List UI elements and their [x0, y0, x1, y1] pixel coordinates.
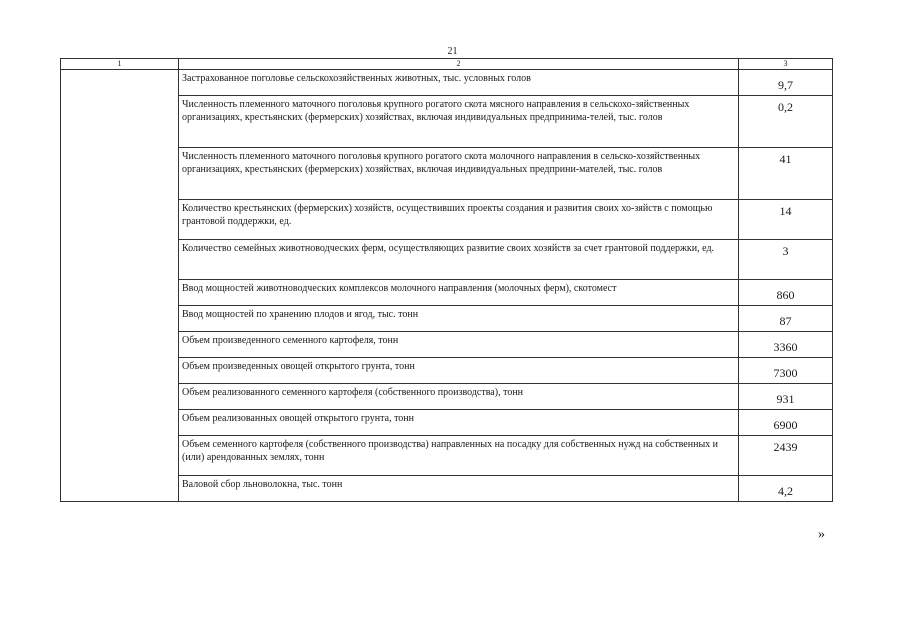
indicator-value: 7300 — [739, 358, 833, 384]
indicator-value: 0,2 — [739, 96, 833, 148]
indicator-value: 87 — [739, 306, 833, 332]
header-col-1: 1 — [61, 59, 179, 70]
indicator-description: Численность племенного маточного поголовья крупного рогатого скота молочного направления в сельско-хозяйственных организациях, крестьянских (фермерских) хозяйствах, включая индивидуальных предприни-мателей, тыс. голов — [179, 148, 739, 200]
table-row — [61, 70, 833, 96]
indicator-value: 14 — [739, 200, 833, 240]
indicator-value: 4,2 — [739, 476, 833, 502]
indicator-description: Объем произведенных овощей открытого грунта, тонн — [179, 358, 739, 384]
indicator-description: Количество крестьянских (фермерских) хозяйств, осуществивших проекты создания и развития своих хо-зяйств с помощью грантовой поддержки, ед. — [179, 200, 739, 240]
indicator-description: Численность племенного маточного поголовья крупного рогатого скота мясного направления в сельскохо-зяйственных организациях, крестьянских (фермерских) хозяйствах, включая индивидуальных предпринима-телей, тыс. голов — [179, 96, 739, 148]
section-cell — [61, 70, 179, 502]
indicator-value: 9,7 — [739, 70, 833, 96]
indicator-description: Ввод мощностей животноводческих комплексов молочного направления (молочных ферм), скотомест — [179, 280, 739, 306]
indicator-value: 931 — [739, 384, 833, 410]
indicator-description: Объем семенного картофеля (собственного производства) направленных на посадку для собственных нужд на собственных и (или) арендованных землях, тонн — [179, 436, 739, 476]
table-header-row — [61, 59, 833, 70]
indicator-description: Объем реализованного семенного картофеля (собственного производства), тонн — [179, 384, 739, 410]
closing-quote-mark: » — [818, 527, 825, 542]
header-col-3: 3 — [739, 59, 833, 70]
indicator-table-wrapper — [60, 58, 832, 502]
indicator-value: 3360 — [739, 332, 833, 358]
indicator-description: Объем реализованных овощей открытого грунта, тонн — [179, 410, 739, 436]
indicator-value: 3 — [739, 240, 833, 280]
indicator-value: 2439 — [739, 436, 833, 476]
page-number: 21 — [447, 46, 458, 57]
indicator-value: 860 — [739, 280, 833, 306]
indicator-description: Валовой сбор льноволокна, тыс. тонн — [179, 476, 739, 502]
indicator-description: Ввод мощностей по хранению плодов и ягод, тыс. тонн — [179, 306, 739, 332]
table-body — [61, 70, 833, 502]
indicator-table — [60, 58, 833, 502]
indicator-description: Застрахованное поголовье сельскохозяйственных животных, тыс. условных голов — [179, 70, 739, 96]
header-col-2: 2 — [179, 59, 739, 70]
indicator-value: 6900 — [739, 410, 833, 436]
indicator-description: Количество семейных животноводческих ферм, осуществляющих развитие своих хозяйств за счет грантовой поддержки, ед. — [179, 240, 739, 280]
indicator-value: 41 — [739, 148, 833, 200]
indicator-description: Объем произведенного семенного картофеля, тонн — [179, 332, 739, 358]
